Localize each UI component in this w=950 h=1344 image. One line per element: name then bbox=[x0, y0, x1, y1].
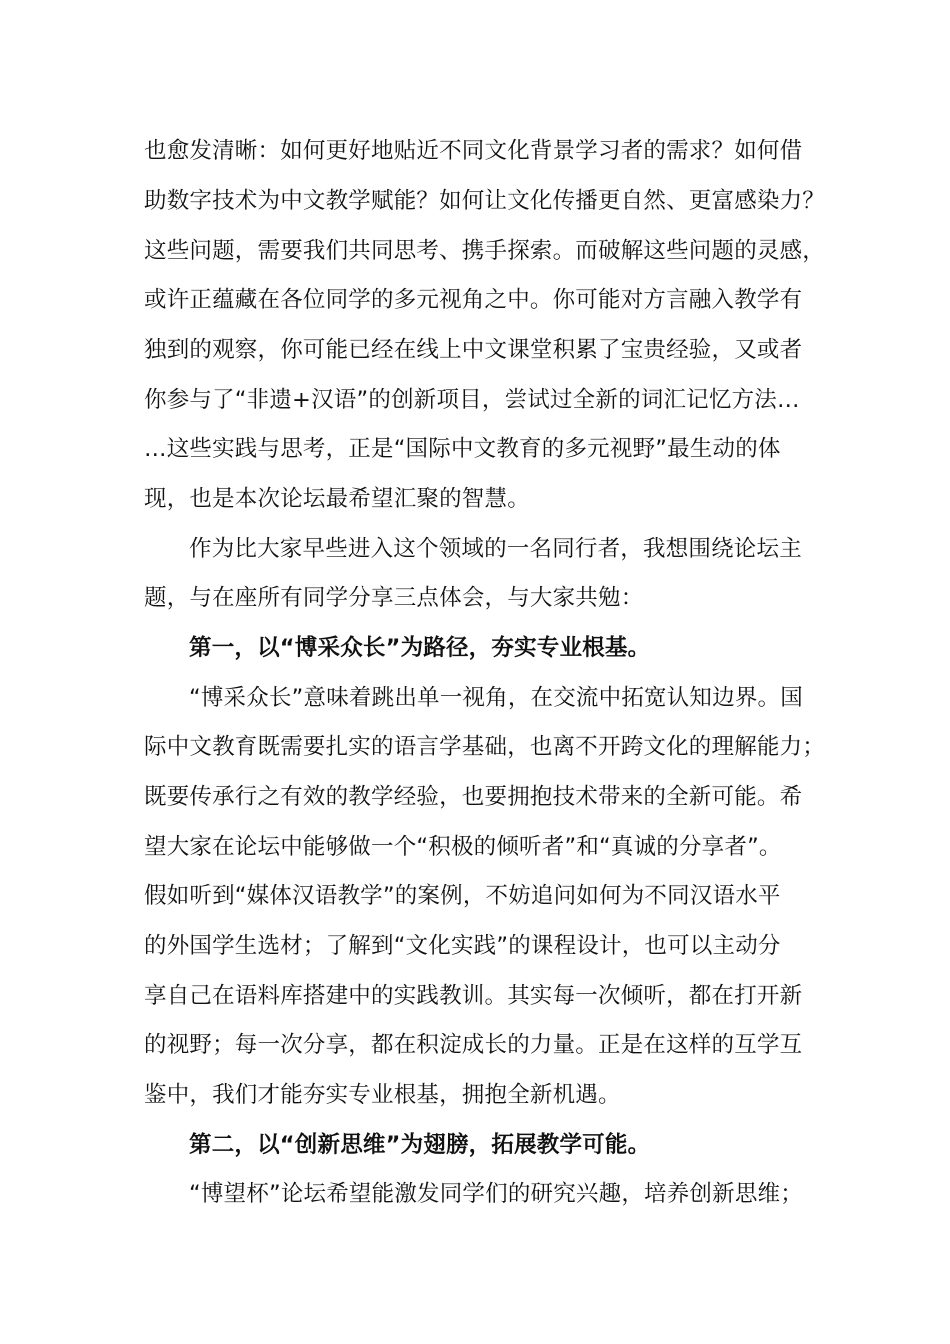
paragraph-line: 或许正蕴藏在各位同学的多元视角之中。你可能对方言融入教学有 bbox=[144, 287, 803, 313]
paragraph-line: 作为比大家早些进入这个领域的一名同行者，我想围绕论坛主 bbox=[189, 536, 802, 562]
paragraph-line: 独到的观察，你可能已经在线上中文课堂积累了宝贵经验，又或者 bbox=[144, 337, 803, 363]
paragraph-line: 鉴中，我们才能夯实专业根基，拥抱全新机遇。 bbox=[144, 1082, 621, 1108]
paragraph-line: 题，与在座所有同学分享三点体会，与大家共勉： bbox=[144, 585, 644, 611]
paragraph-line: 的视野；每一次分享，都在积淀成长的力量。正是在这样的互学互 bbox=[144, 1032, 803, 1058]
paragraph-line: 享自己在语料库搭建中的实践教训。其实每一次倾听，都在打开新 bbox=[144, 983, 803, 1009]
paragraph-line: 望大家在论坛中能够做一个“积极的倾听者”和“真诚的分享者”。 bbox=[144, 834, 782, 860]
paragraph-line: 也愈发清晰：如何更好地贴近不同文化背景学习者的需求？如何借 bbox=[144, 138, 803, 164]
section-heading: 第二，以“创新思维”为翅膀，拓展教学可能。 bbox=[189, 1132, 651, 1158]
paragraph-line: 你参与了“非遗+汉语”的创新项目，尝试过全新的词汇记忆方法… bbox=[144, 387, 800, 413]
section-heading: 第一，以“博采众长”为路径，夯实专业根基。 bbox=[189, 635, 651, 661]
paragraph-line: 这些问题，需要我们共同思考、携手探索。而破解这些问题的灵感， bbox=[144, 238, 826, 264]
paragraph-line: 际中文教育既需要扎实的语言学基础，也离不开跨文化的理解能力； bbox=[144, 734, 826, 760]
paragraph-line: 现，也是本次论坛最希望汇聚的智慧。 bbox=[144, 486, 530, 512]
paragraph-line: 的外国学生选材；了解到“文化实践”的课程设计，也可以主动分 bbox=[144, 933, 781, 959]
paragraph-line: “博望杯”论坛希望能激发同学们的研究兴趣，培养创新思维； bbox=[189, 1181, 803, 1207]
paragraph-line: 既要传承行之有效的教学经验，也要拥抱技术带来的全新可能。希 bbox=[144, 784, 803, 810]
paragraph-line: 假如听到“媒体汉语教学”的案例，不妨追问如何为不同汉语水平 bbox=[144, 883, 781, 909]
paragraph-line: “博采众长”意味着跳出单一视角，在交流中拓宽认知边界。国 bbox=[189, 685, 803, 711]
paragraph-line: …这些实践与思考，正是“国际中文教育的多元视野”最生动的体 bbox=[144, 436, 781, 462]
paragraph-line: 助数字技术为中文教学赋能？如何让文化传播更自然、更富感染力？ bbox=[144, 188, 826, 214]
